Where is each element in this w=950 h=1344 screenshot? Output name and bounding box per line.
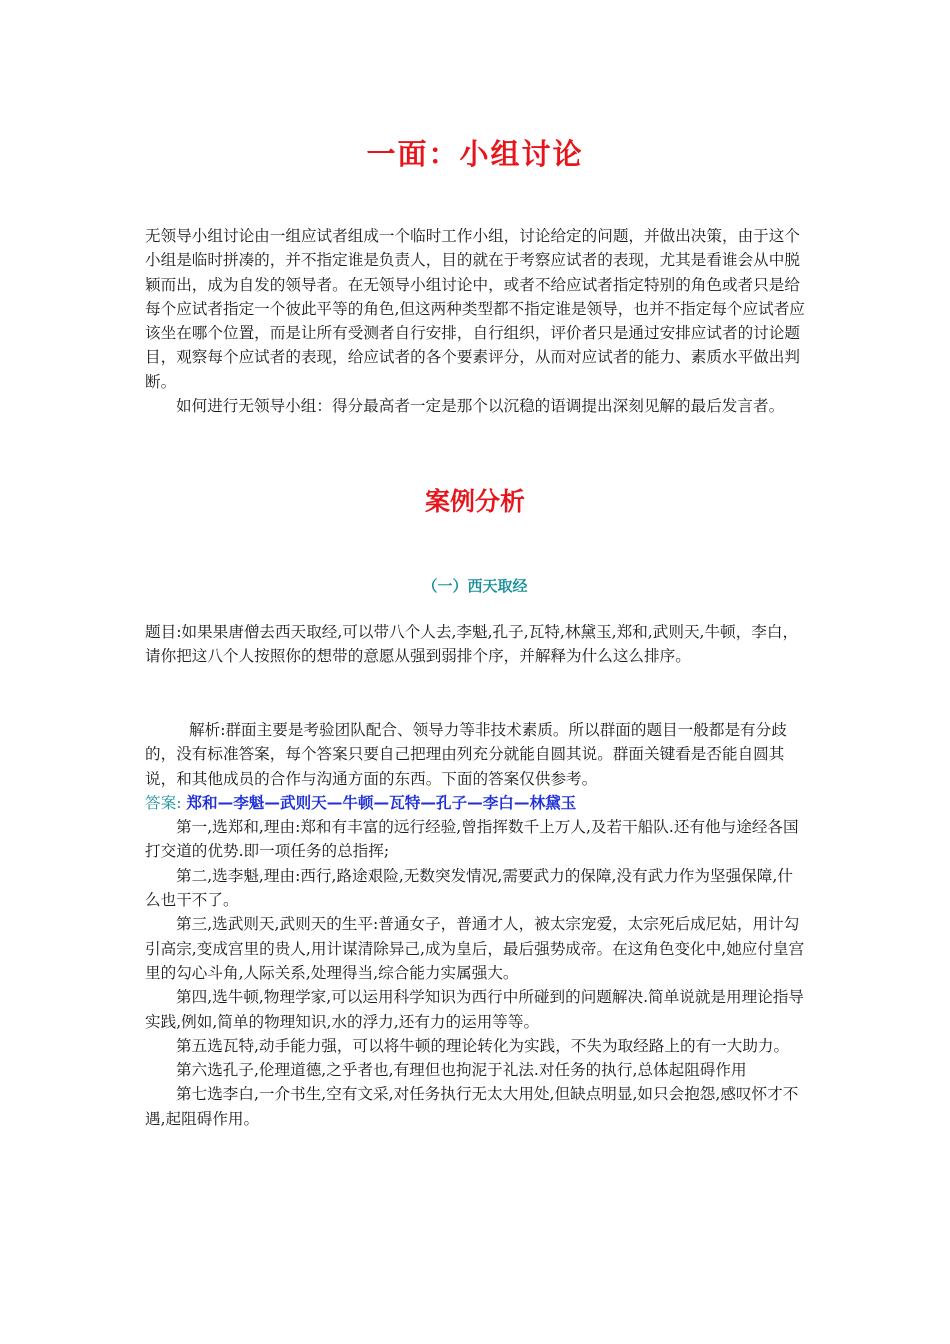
intro-paragraph: 无领导小组讨论由一组应试者组成一个临时工作小组，讨论给定的问题，并做出决策，由于这个小组是临时拼凑的，并不指定谁是负责人，目的就在于考察应试者的表现，尤其是看谁会从中脱颖而出，成为自发的领导者。在无领导小组讨论中，或者不给应试者指定特别的角色或者只是给每个应试者指定一个彼此平等的角色,但这两种类型都不指定谁是领导，也并不指定每个应试者应该坐在哪个位置，而是让所有受测者自行安排，自行组织，评价者只是通过安排应试者的讨论题目，观察每个应试者的表现，给应试者的各个要素评分，从而对应试者的能力、素质水平做出判断。 <box>145 227 805 391</box>
page-title: 一面：小组讨论 <box>366 137 584 171</box>
case-title: （一）西天取经 <box>422 577 528 595</box>
reason-item: 第一,选郑和,理由:郑和有丰富的远行经验,曾指挥数千上万人,及若干船队.还有他与途经各国打交道的优势.即一项任务的总指挥; <box>145 818 799 861</box>
question-section <box>145 620 807 669</box>
reason-item: 第三,选武则天,武则天的生平:普通女子，普通才人，被太宗宠爱，太宗死后成尼姑，用计勾引高宗,变成宫里的贵人,用计谋清除异己,成为皇后，最后强势成帝。在这角色变化中,她应付皇宫里的勾心斗角,人际关系,处理得当,综合能力实属强大。 <box>145 915 805 982</box>
reason-item: 第七选李白,一介书生,空有文采,对任务执行无太大用处,但缺点明显,如只会抱怨,感叹怀才不遇,起阻碍作用。 <box>145 1085 799 1128</box>
answer-value: 郑和—李魁—武则天—牛顿—瓦特—孔子—李白—林黛玉 <box>186 793 577 812</box>
answer-line <box>145 791 807 815</box>
section-title: 案例分析 <box>424 487 525 516</box>
answer-label: 答案: <box>145 793 182 812</box>
reason-item: 第六选孔子,伦理道德,之乎者也,有理但也拘泥于礼法.对任务的执行,总体起阻碍作用 <box>176 1061 747 1080</box>
intro-tip-paragraph: 如何进行无领导小组：得分最高者一定是那个以沉稳的语调提出深刻见解的最后发言者。 <box>176 397 785 416</box>
intro-section <box>145 224 807 418</box>
reason-item: 第二,选李魁,理由:西行,路途艰险,无数突发情况,需要武力的保障,没有武力作为坚强保障,什么也干不了。 <box>145 866 793 910</box>
reason-item: 第四,选牛顿,物理学家,可以运用科学知识为西行中所碰到的问题解决.简单说就是用理论指导实践,例如,简单的物理知识,水的浮力,还有力的运用等等。 <box>145 988 804 1031</box>
analysis-section <box>145 718 807 1131</box>
reason-item: 第五选瓦特,动手能力强，可以将牛顿的理论转化为实践，不失为取经路上的有一大助力。 <box>176 1036 790 1055</box>
analysis-paragraph: 解析:群面主要是考验团队配合、领导力等非技术素质。所以群面的题目一般都是有分歧的，没有标准答案，每个答案只要自己把理由列充分就能自圆其说。群面关键看是否能自圆其说，和其他成员的合作与沟通方面的东西。下面的答案仅供参考。 <box>145 721 787 788</box>
question-paragraph: 题目:如果果唐僧去西天取经,可以带八个人去,李魁,孔子,瓦特,林黛玉,郑和,武则天,牛顿，李白，请你把这八个人按照你的想带的意愿从强到弱排个序，并解释为什么这么排序。 <box>145 623 799 666</box>
